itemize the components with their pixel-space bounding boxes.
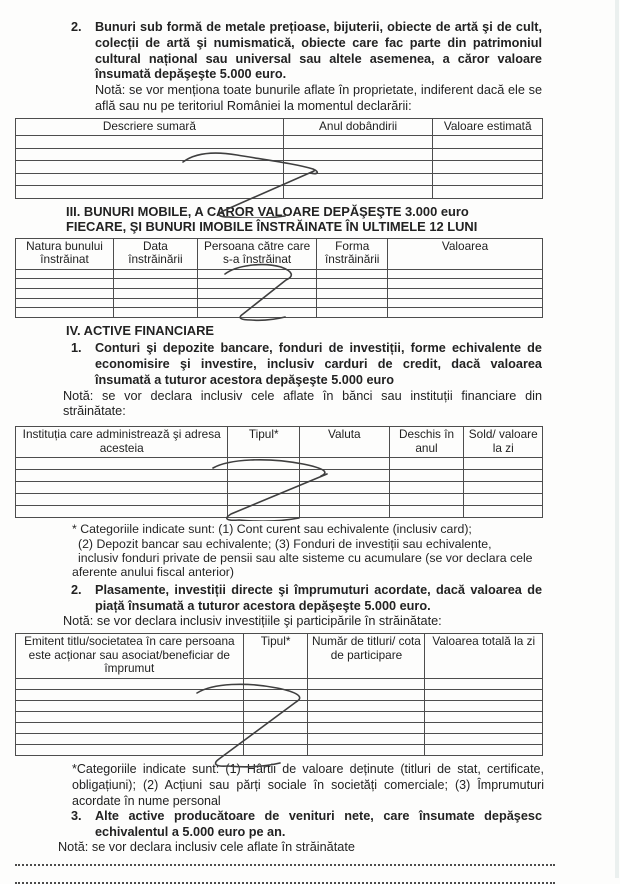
section-iii-line1: III. BUNURI MOBILE, A CAROR VALOARE DEPĂŞEŞTE 3.000 euro — [66, 203, 469, 219]
item-iv2-text: Plasamente, investiții directe şi împrumuturi acordate, dacă valoarea de piață însumată a tuturor acestora depăşeşte 5.000 euro. — [95, 582, 542, 613]
item-iv2-note: Notă: se vor declara inclusiv investițiile şi participările în străinătate: — [63, 614, 442, 629]
item-2-note: Notă: se vor menționa toate bunurile aflate în proprietate, indiferent dacă ele se află sau nu pe teritoriul României la momentul declarării: — [95, 83, 542, 113]
footnote-accounts-line3: inclusiv fonduri private de pensii sau alte sisteme cu acumulare (se vor declara cele — [78, 551, 533, 566]
table-row — [16, 308, 543, 318]
table-accounts-header-row — [16, 427, 543, 458]
column-header-deschis-in-anul: Deschis în anul — [389, 427, 464, 458]
section-iii-heading — [66, 204, 560, 235]
column-header-numar-titluri: Număr de titluri/ cota de participare — [308, 634, 425, 679]
table-investments-header-row — [16, 634, 543, 679]
table-row — [16, 279, 543, 289]
table-row — [16, 494, 543, 506]
table-alienated-header-row — [16, 238, 543, 269]
column-header-tipul: Tipul* — [243, 634, 308, 679]
section-iii-line2: FIECARE, ŞI BUNURI IMOBILE ÎNSTRĂINATE ÎN ULTIMELE 12 LUNI — [66, 219, 478, 235]
table-row — [16, 136, 543, 149]
column-header-valoarea: Valoarea — [388, 238, 543, 269]
item-iv1-paragraph — [71, 341, 542, 388]
item-iv3-text: Alte active producătoare de venituri nete, care însumate depăşesc echivalentul a 5.000 euro pe an. — [95, 808, 542, 839]
column-header-sold: Sold/ valoare la zi — [464, 427, 543, 458]
table-row — [16, 711, 543, 722]
table-row — [16, 733, 543, 744]
item-iv2-paragraph — [71, 582, 542, 615]
table-valuables — [15, 118, 543, 199]
column-header-anul-dobandirii: Anul dobândirii — [283, 118, 433, 136]
item-iv1-number: 1. — [71, 341, 82, 356]
item-2-paragraph — [71, 20, 542, 83]
table-investments-wrapper — [15, 633, 543, 756]
column-header-emitent: Emitent titlu/societatea în care persoana este acționar sau asociat/beneficiar de împrumut — [16, 634, 244, 679]
table-alienated-goods — [15, 238, 543, 318]
footnote-investments: *Categoriile indicate sunt: (1) Hârtii de valoare deținute (titluri de stat, certificate, obligațiuni); (2) Acțiuni sau părți sociale în societăți comerciale; (3) Împrumuturi acordate în nume personal — [72, 761, 544, 808]
footnote-accounts-line1: * Categoriile indicate sunt: (1) Cont curent sau echivalente (inclusiv card); — [72, 522, 472, 537]
column-header-persoana: Persoana către care s-a înstrăinat — [197, 238, 317, 269]
table-accounts — [15, 426, 543, 518]
item-iv3-note: Notă: se vor declara inclusiv cele aflate în străinătate — [58, 840, 355, 855]
item-iv3-number: 3. — [71, 808, 82, 823]
table-row — [16, 722, 543, 733]
item-2-text: Bunuri sub formă de metale prețioase, bijuterii, obiecte de artă şi de cult, colecții de artă şi numismatică, obiecte care fac parte din patrimoniul cultural național sau universal sau altele asemenea, a căror valoare însumată depăşeşte 5.000 euro. — [95, 20, 542, 82]
table-row — [16, 689, 543, 700]
column-header-natura-bunului: Natura bunului înstrăinat — [16, 238, 114, 269]
item-iv1-text: Conturi şi depozite bancare, fonduri de investiții, forme echivalente de economisire şi investire, inclusiv carduri de credit, dacă valoarea însumată a tuturor acestora depăşeşte 5.000 euro — [95, 341, 542, 387]
table-alienated-goods-wrapper — [15, 238, 543, 318]
table-row — [16, 269, 543, 279]
column-header-data-instrainarii: Data înstrăinării — [114, 238, 198, 269]
table-row — [16, 470, 543, 482]
table-row — [16, 700, 543, 711]
table-row — [16, 161, 543, 174]
table-valuables-wrapper — [15, 118, 543, 199]
table-valuables-header-row — [16, 118, 543, 136]
table-row — [16, 458, 543, 470]
column-header-tipul: Tipul* — [228, 427, 300, 458]
column-header-valoare-estimata: Valoare estimată — [433, 118, 543, 136]
item-iv3-paragraph — [71, 808, 542, 841]
column-header-descriere-sumara: Descriere sumară — [16, 118, 284, 136]
table-row — [16, 288, 543, 298]
table-row — [16, 173, 543, 186]
footnote-accounts-line2: (2) Depozit bancar sau echivalente; (3) Fonduri de investiții sau echivalente, — [78, 536, 492, 551]
table-row — [16, 678, 543, 689]
item-iv1-note: Notă: se vor declara inclusiv cele aflate în bănci sau instituții financiare din străinătate: — [63, 388, 542, 419]
footnote-accounts-line4: aferente anului fiscal anterior) — [72, 565, 234, 580]
column-header-institutia: Instituția care administrează şi adresa acesteia — [16, 427, 228, 458]
table-row — [16, 744, 543, 755]
table-row — [16, 506, 543, 518]
table-investments — [15, 633, 543, 756]
column-header-forma-instrainarii: Forma înstrăinării — [317, 238, 388, 269]
table-row — [16, 298, 543, 308]
column-header-valoarea-totala: Valoarea totală la zi — [425, 634, 543, 679]
table-row — [16, 148, 543, 161]
column-header-valuta: Valuta — [300, 427, 390, 458]
section-iv-heading: IV. ACTIVE FINANCIARE — [66, 322, 215, 338]
table-accounts-wrapper — [15, 426, 543, 518]
table-row — [16, 186, 543, 199]
item-2-number: 2. — [71, 20, 82, 34]
table-row — [16, 482, 543, 494]
item-iv2-number: 2. — [71, 582, 82, 597]
